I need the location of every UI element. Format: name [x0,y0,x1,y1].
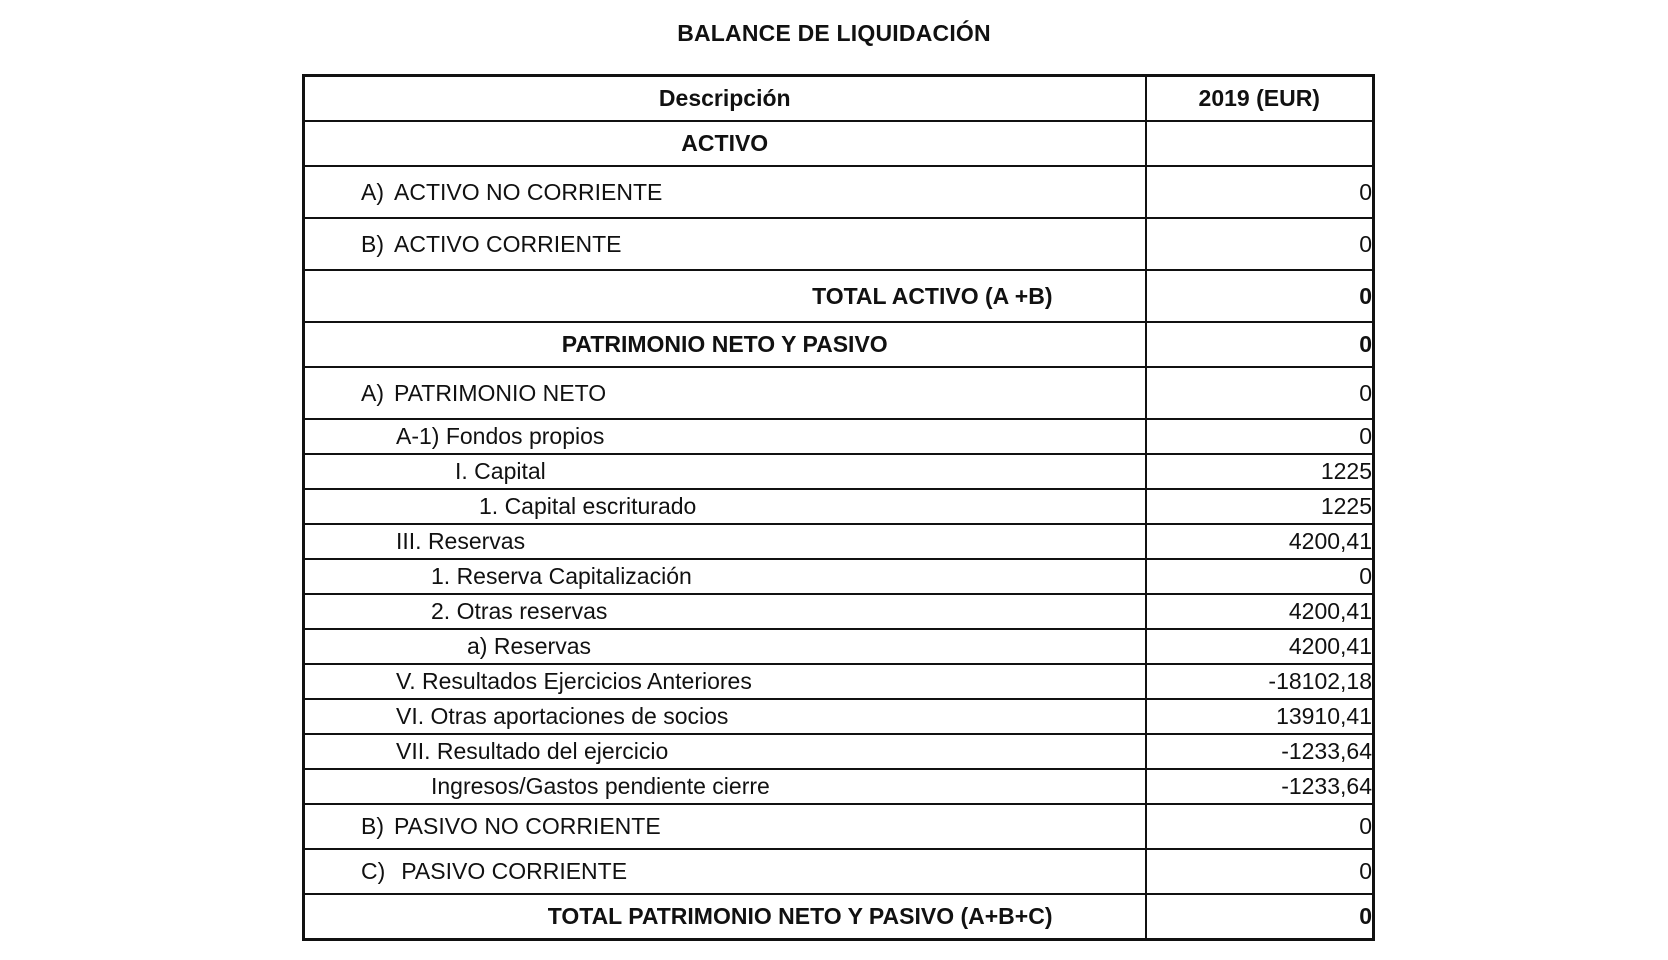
row-prefix: A) [361,178,384,205]
row-label-text: PATRIMONIO NETO [394,379,607,406]
row-value: 13910,41 [1146,699,1374,734]
row-activo-corriente [304,218,1374,270]
row-total-patrimonio-pasivo [304,894,1374,940]
row-activo [304,121,1374,166]
header-row [304,76,1374,122]
row-value [1146,121,1374,166]
row-otras-reservas [304,594,1374,629]
row-value: -1233,64 [1146,769,1374,804]
row-label: TOTAL ACTIVO (A +B) [304,270,1146,322]
row-label [304,367,1146,419]
row-otras-aportaciones [304,699,1374,734]
row-activo-no-corriente [304,166,1374,218]
row-patrimonio-neto-y-pasivo [304,322,1374,367]
row-value: 0 [1146,322,1374,367]
row-prefix: C) [361,858,386,884]
row-label: VI. Otras aportaciones de socios [304,699,1146,734]
row-label: 2. Otras reservas [304,594,1146,629]
header-description: Descripción [304,76,1146,122]
row-label: V. Resultados Ejercicios Anteriores [304,664,1146,699]
row-label [304,218,1146,270]
row-reserva-capitalizacion [304,559,1374,594]
row-value: 0 [1146,218,1374,270]
row-label: TOTAL PATRIMONIO NETO Y PASIVO (A+B+C) [304,894,1146,940]
row-value: 4200,41 [1146,594,1374,629]
row-reservas-a [304,629,1374,664]
row-label [304,849,1146,894]
row-label: A-1) Fondos propios [304,419,1146,454]
row-value: 0 [1146,367,1374,419]
row-label [304,166,1146,218]
row-label: 1. Capital escriturado [304,489,1146,524]
row-label: VII. Resultado del ejercicio [304,734,1146,769]
row-value: 4200,41 [1146,629,1374,664]
row-ingresos-gastos [304,769,1374,804]
document-title: BALANCE DE LIQUIDACIÓN [677,20,991,46]
row-label: I. Capital [304,454,1146,489]
row-capital-escriturado [304,489,1374,524]
row-resultado-ejercicio [304,734,1374,769]
header-value: 2019 (EUR) [1146,76,1374,122]
row-label: ACTIVO [304,121,1146,166]
row-capital [304,454,1374,489]
row-label-text: ACTIVO NO CORRIENTE [394,178,663,205]
row-pasivo-no-corriente [304,804,1374,849]
row-label-text: ACTIVO CORRIENTE [394,230,622,257]
row-prefix: A) [361,379,384,406]
row-value: -1233,64 [1146,734,1374,769]
row-pasivo-corriente [304,849,1374,894]
row-prefix: B) [361,230,384,257]
row-label [304,804,1146,849]
row-label: PATRIMONIO NETO Y PASIVO [304,322,1146,367]
row-value: 0 [1146,804,1374,849]
row-label: III. Reservas [304,524,1146,559]
row-value: 0 [1146,894,1374,940]
balance-table [302,74,1375,941]
row-value: -18102,18 [1146,664,1374,699]
row-value: 0 [1146,559,1374,594]
row-value: 1225 [1146,489,1374,524]
row-label-text: PASIVO CORRIENTE [401,858,628,884]
row-value: 0 [1146,166,1374,218]
row-reservas [304,524,1374,559]
row-resultados-anteriores [304,664,1374,699]
row-total-activo [304,270,1374,322]
row-value: 0 [1146,419,1374,454]
row-value: 0 [1146,849,1374,894]
row-value: 0 [1146,270,1374,322]
row-label-text: PASIVO NO CORRIENTE [394,813,661,839]
row-value: 4200,41 [1146,524,1374,559]
row-value: 1225 [1146,454,1374,489]
row-label: a) Reservas [304,629,1146,664]
row-patrimonio-neto [304,367,1374,419]
row-fondos-propios [304,419,1374,454]
row-label: 1. Reserva Capitalización [304,559,1146,594]
row-prefix: B) [361,813,384,839]
row-label: Ingresos/Gastos pendiente cierre [304,769,1146,804]
